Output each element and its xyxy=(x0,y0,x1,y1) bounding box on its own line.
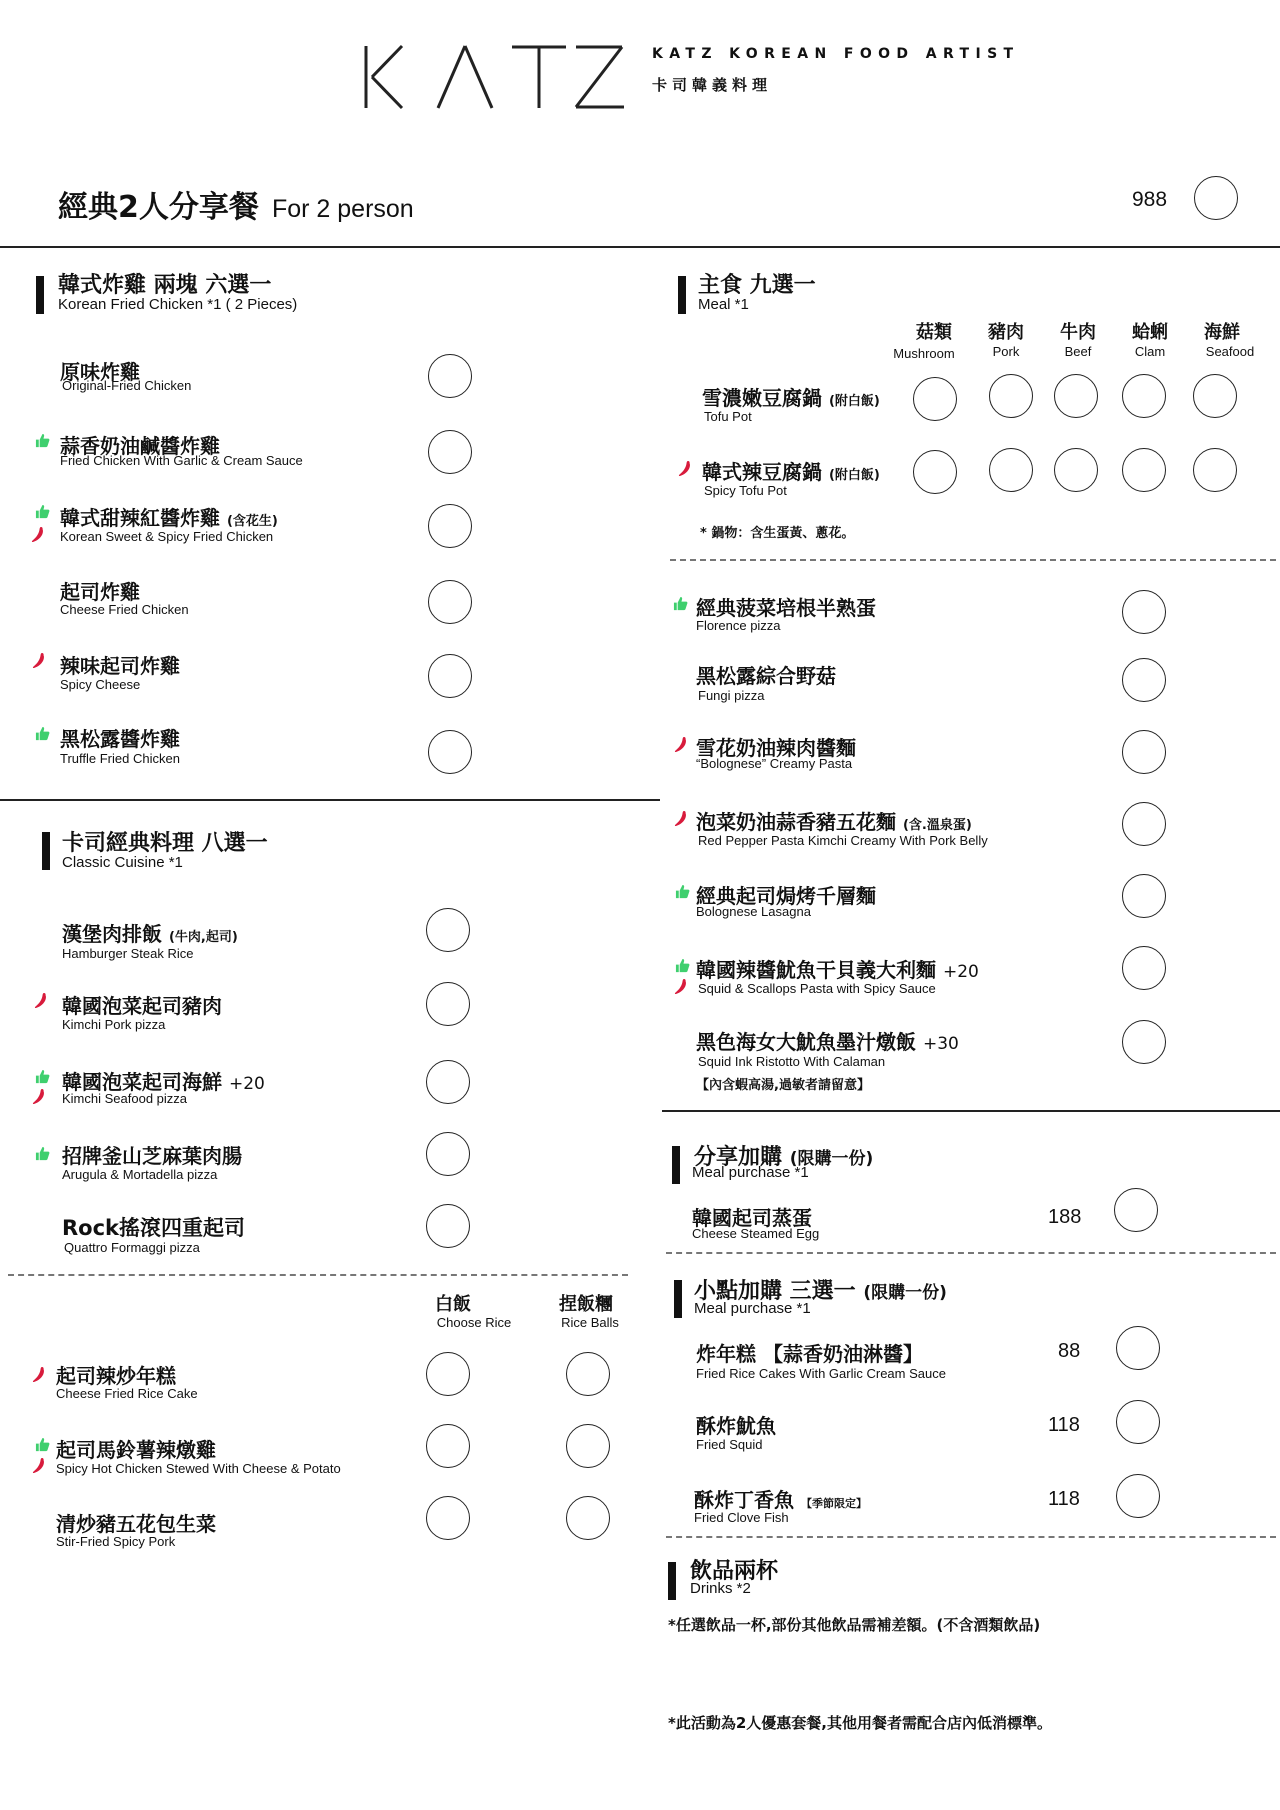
option-checkbox[interactable] xyxy=(1122,590,1166,634)
item-price: 188 xyxy=(1048,1206,1082,1228)
menu-item-en: Truffle Fried Chicken xyxy=(60,751,180,766)
meal-col-beef: 牛肉 xyxy=(1060,322,1096,343)
option-checkbox[interactable] xyxy=(426,1132,470,1176)
option-checkbox[interactable] xyxy=(428,730,472,774)
rice-col-white: 白飯 xyxy=(435,1294,471,1315)
chili-pepper-icon xyxy=(674,736,688,753)
menu-item-en: Fried Rice Cakes With Garlic Cream Sauce xyxy=(696,1366,946,1381)
menu-item-en: Fried Clove Fish xyxy=(694,1510,789,1525)
option-checkbox[interactable] xyxy=(1114,1188,1158,1232)
menu-item-name: 雪花奶油辣肉醬麵 xyxy=(696,736,856,760)
menu-item-en: Cheese Fried Chicken xyxy=(60,602,189,617)
menu-item-en: Korean Sweet & Spicy Fried Chicken xyxy=(60,529,274,544)
menu-item-en: Spicy Tofu Pot xyxy=(704,483,787,498)
menu-item-en: Tofu Pot xyxy=(704,409,752,424)
meal-col-seafood: 海鮮 xyxy=(1204,322,1240,343)
meal-col-pork: 豬肉 xyxy=(988,322,1024,343)
meal-col-mushroom: 菇類 xyxy=(916,322,952,343)
option-checkbox[interactable] xyxy=(426,982,470,1026)
menu-item-tag: (含.溫泉蛋) xyxy=(902,818,972,833)
option-checkbox-mushroom[interactable] xyxy=(913,450,957,494)
menu-item-tag: 【季節限定】 xyxy=(800,1497,867,1510)
menu-item-name xyxy=(696,806,972,835)
section-divider xyxy=(662,1110,1280,1112)
option-checkbox-pork[interactable] xyxy=(989,448,1033,492)
dashed-divider xyxy=(8,1274,628,1276)
menu-item-name: 韓國起司蒸蛋 xyxy=(692,1206,812,1230)
menu-item-name xyxy=(702,382,880,411)
menu-item-en: Stir-Fried Spicy Pork xyxy=(56,1534,176,1549)
menu-item-name: 招牌釜山芝麻葉肉腸 xyxy=(62,1144,242,1168)
menu-item-en: Spicy Cheese xyxy=(60,677,141,692)
option-checkbox-rice-ball[interactable] xyxy=(566,1496,610,1540)
drinks-subtitle: Drinks *2 xyxy=(690,1580,751,1597)
meal-col-clam: 蛤蜊 xyxy=(1132,322,1168,343)
rice-col-ball: 捏飯糰 xyxy=(559,1294,613,1315)
page-title xyxy=(58,182,414,226)
menu-item-name-text: 黑色海女大魷魚墨汁燉飯 xyxy=(696,1030,916,1054)
section-divider xyxy=(0,799,660,801)
menu-item-en: Hamburger Steak Rice xyxy=(62,946,194,961)
menu-item-en: Squid & Scallops Pasta with Spicy Sauce xyxy=(698,981,936,996)
menu-item-name-text: 雪濃嫩豆腐鍋 xyxy=(702,386,822,410)
option-checkbox[interactable] xyxy=(426,1204,470,1248)
menu-item-tag: (附白飯) xyxy=(828,394,880,409)
snack-limit: (限購一份) xyxy=(863,1283,947,1303)
snack-subtitle: Meal purchase *1 xyxy=(694,1300,811,1317)
snack-title-text: 小點加購 三選一 xyxy=(694,1279,856,1304)
menu-item-en: Original-Fried Chicken xyxy=(62,378,192,393)
page-title-zh: 經典2人分享餐 xyxy=(58,190,259,225)
option-checkbox[interactable] xyxy=(428,580,472,624)
thumbs-up-icon xyxy=(35,504,50,519)
logo xyxy=(362,44,626,110)
option-checkbox-white-rice[interactable] xyxy=(426,1352,470,1396)
menu-item-name: 經典起司焗烤千層麵 xyxy=(696,884,876,908)
meal-col-mushroom-en: Mushroom xyxy=(893,346,955,361)
menu-item-en: Quattro Formaggi pizza xyxy=(64,1240,200,1255)
chili-pepper-icon xyxy=(34,992,48,1009)
menu-item-name: 炸年糕 【蒜香奶油淋醬】 xyxy=(696,1342,923,1366)
menu-item-name: 起司辣炒年糕 xyxy=(56,1364,176,1388)
option-checkbox[interactable] xyxy=(1116,1400,1160,1444)
option-checkbox-beef[interactable] xyxy=(1054,448,1098,492)
option-checkbox-clam[interactable] xyxy=(1122,374,1166,418)
chili-pepper-icon xyxy=(32,652,46,669)
menu-item-name: 清炒豬五花包生菜 xyxy=(56,1512,216,1536)
thumbs-up-icon xyxy=(35,1069,50,1084)
option-checkbox-beef[interactable] xyxy=(1054,374,1098,418)
fried-chicken-subtitle: Korean Fried Chicken *1 ( 2 Pieces) xyxy=(58,296,298,313)
menu-item-en: Spicy Hot Chicken Stewed With Cheese & Potato xyxy=(56,1461,341,1476)
menu-item-name-text: 泡菜奶油蒜香豬五花麵 xyxy=(696,810,896,834)
share-limit: (限購一份) xyxy=(789,1149,874,1169)
item-price: 118 xyxy=(1048,1414,1080,1436)
menu-item-name-text: 韓國辣醬魷魚干貝義大利麵 xyxy=(696,958,936,982)
dashed-divider xyxy=(666,1252,1276,1254)
option-checkbox-mushroom[interactable] xyxy=(913,377,957,421)
menu-item-name: 蒜香奶油鹹醬炸雞 xyxy=(60,434,220,458)
menu-item-en: Cheese Fried Rice Cake xyxy=(56,1386,198,1401)
section-marker xyxy=(42,832,50,870)
set-price: 988 xyxy=(1132,188,1168,211)
menu-item-en: Kimchi Pork pizza xyxy=(62,1017,166,1032)
thumbs-up-icon xyxy=(675,958,690,973)
set-checkbox[interactable] xyxy=(1194,176,1238,220)
share-subtitle: Meal purchase *1 xyxy=(692,1164,809,1181)
surcharge: +20 xyxy=(942,962,979,982)
option-checkbox-rice-ball[interactable] xyxy=(566,1424,610,1468)
option-checkbox[interactable] xyxy=(1122,658,1166,702)
section-marker xyxy=(668,1562,676,1600)
option-checkbox[interactable] xyxy=(426,908,470,952)
pot-note: * 鍋物：含生蛋黃、蔥花。 xyxy=(700,526,855,541)
chili-pepper-icon xyxy=(31,526,45,543)
section-marker xyxy=(36,276,44,314)
menu-item-en: Fried Chicken With Garlic & Cream Sauce xyxy=(60,453,303,468)
logo-mark xyxy=(362,44,626,110)
menu-item-name: 原味炸雞 xyxy=(60,360,140,384)
menu-item-name xyxy=(696,954,979,983)
menu-item-en: Arugula & Mortadella pizza xyxy=(62,1167,218,1182)
fried-chicken-title: 韓式炸雞 兩塊 六選一 xyxy=(58,273,272,298)
thumbs-up-icon xyxy=(35,1146,50,1161)
classic-subtitle: Classic Cuisine *1 xyxy=(62,854,183,871)
section-marker xyxy=(678,276,686,314)
drinks-title: 飲品兩杯 xyxy=(690,1559,779,1584)
menu-item-en: Red Pepper Pasta Kimchi Creamy With Pork Belly xyxy=(698,833,988,848)
option-checkbox[interactable] xyxy=(426,1060,470,1104)
chili-pepper-icon xyxy=(678,460,692,477)
item-price: 118 xyxy=(1048,1488,1080,1510)
option-checkbox-seafood[interactable] xyxy=(1193,448,1237,492)
menu-item-name xyxy=(696,1026,959,1055)
option-checkbox[interactable] xyxy=(1116,1474,1160,1518)
rice-col-white-en: Choose Rice xyxy=(436,1315,512,1330)
menu-item-en: Bolognese Lasagna xyxy=(696,904,811,919)
meal-col-beef-en: Beef xyxy=(1064,344,1092,359)
menu-item-en: Squid Ink Ristotto With Calaman xyxy=(698,1054,886,1069)
chili-pepper-icon xyxy=(674,810,688,827)
title-divider xyxy=(0,246,1280,248)
dashed-divider xyxy=(666,1536,1276,1538)
menu-item-name xyxy=(702,456,880,485)
menu-item-name-text: 酥炸丁香魚 xyxy=(694,1488,794,1512)
menu-item-name-text: 韓式甜辣紅醬炸雞 xyxy=(60,506,220,530)
chili-pepper-icon xyxy=(32,1088,46,1105)
menu-item-en: Cheese Steamed Egg xyxy=(692,1226,820,1241)
option-checkbox-clam[interactable] xyxy=(1122,448,1166,492)
menu-item-tag: (含花生) xyxy=(226,514,278,529)
meal-title: 主食 九選一 xyxy=(698,273,816,298)
menu-item-name: 黑松露醬炸雞 xyxy=(60,727,180,751)
option-checkbox[interactable] xyxy=(1122,802,1166,846)
menu-item-en: Florence pizza xyxy=(696,618,781,633)
allergy-note: 【內含蝦高湯,過敏者請留意】 xyxy=(696,1078,870,1093)
section-marker xyxy=(672,1146,680,1184)
option-checkbox[interactable] xyxy=(1122,1020,1166,1064)
option-checkbox[interactable] xyxy=(1116,1326,1160,1370)
menu-item-tag: (牛肉,起司) xyxy=(168,930,238,945)
chili-pepper-icon xyxy=(32,1366,46,1383)
menu-item-name: 酥炸魷魚 xyxy=(696,1414,776,1438)
menu-item-name xyxy=(62,918,238,947)
option-checkbox-seafood[interactable] xyxy=(1193,374,1237,418)
menu-item-name: 韓國泡菜起司豬肉 xyxy=(62,994,222,1018)
option-checkbox-white-rice[interactable] xyxy=(426,1424,470,1468)
option-checkbox[interactable] xyxy=(428,654,472,698)
menu-item-name: 黑松露綜合野菇 xyxy=(696,664,836,688)
brand-en: KATZ KOREAN FOOD ARTIST xyxy=(652,46,1020,62)
chili-pepper-icon xyxy=(32,1457,46,1474)
classic-title: 卡司經典料理 八選一 xyxy=(62,831,268,856)
menu-item-en: Fungi pizza xyxy=(698,688,765,703)
option-checkbox[interactable] xyxy=(1122,946,1166,990)
menu-item-name-text: 漢堡肉排飯 xyxy=(62,922,162,946)
dashed-divider xyxy=(670,559,1276,561)
thumbs-up-icon xyxy=(35,1437,50,1452)
menu-item-name xyxy=(60,502,278,531)
surcharge: +20 xyxy=(228,1074,265,1094)
thumbs-up-icon xyxy=(35,433,50,448)
brand-zh: 卡司韓義料理 xyxy=(652,76,773,94)
thumbs-up-icon xyxy=(675,884,690,899)
item-price: 88 xyxy=(1058,1340,1081,1362)
menu-item-tag: (附白飯) xyxy=(828,468,880,483)
meal-col-seafood-en: Seafood xyxy=(1205,344,1255,359)
menu-item-en: Kimchi Seafood pizza xyxy=(62,1091,188,1106)
page-title-en: For 2 person xyxy=(271,195,414,223)
option-checkbox[interactable] xyxy=(1122,730,1166,774)
meal-col-clam-en: Clam xyxy=(1134,344,1166,359)
thumbs-up-icon xyxy=(35,726,50,741)
menu-item-name: 起司炸雞 xyxy=(60,580,140,604)
menu-item-en: Fried Squid xyxy=(696,1437,763,1452)
thumbs-up-icon xyxy=(673,596,688,611)
menu-item-name: 辣味起司炸雞 xyxy=(60,654,180,678)
menu-item-name: 起司馬鈴薯辣燉雞 xyxy=(56,1438,216,1462)
surcharge: +30 xyxy=(922,1034,959,1054)
menu-item-name-text: 韓國泡菜起司海鮮 xyxy=(62,1070,222,1094)
menu-item-name-text: 韓式辣豆腐鍋 xyxy=(702,460,822,484)
section-marker xyxy=(674,1280,682,1318)
menu-item-name: Rock搖滾四重起司 xyxy=(62,1216,246,1240)
footer-note: *此活動為2人優惠套餐,其他用餐者需配合店內低消標準。 xyxy=(668,1714,1052,1732)
option-checkbox[interactable] xyxy=(428,354,472,398)
option-checkbox[interactable] xyxy=(428,504,472,548)
menu-item-name xyxy=(694,1484,867,1513)
share-title-text: 分享加購 xyxy=(694,1145,783,1170)
option-checkbox-pork[interactable] xyxy=(989,374,1033,418)
option-checkbox-white-rice[interactable] xyxy=(426,1496,470,1540)
rice-col-ball-en: Rice Balls xyxy=(561,1315,619,1330)
option-checkbox[interactable] xyxy=(1122,874,1166,918)
menu-item-en: “Bolognese” Creamy Pasta xyxy=(696,756,853,771)
meal-subtitle: Meal *1 xyxy=(698,296,749,313)
option-checkbox-rice-ball[interactable] xyxy=(566,1352,610,1396)
menu-item-name: 經典菠菜培根半熟蛋 xyxy=(696,596,876,620)
option-checkbox[interactable] xyxy=(428,430,472,474)
drinks-note: *任選飲品一杯,部份其他飲品需補差額。(不含酒類飲品) xyxy=(668,1616,1041,1634)
chili-pepper-icon xyxy=(674,978,688,995)
meal-col-pork-en: Pork xyxy=(992,344,1020,359)
